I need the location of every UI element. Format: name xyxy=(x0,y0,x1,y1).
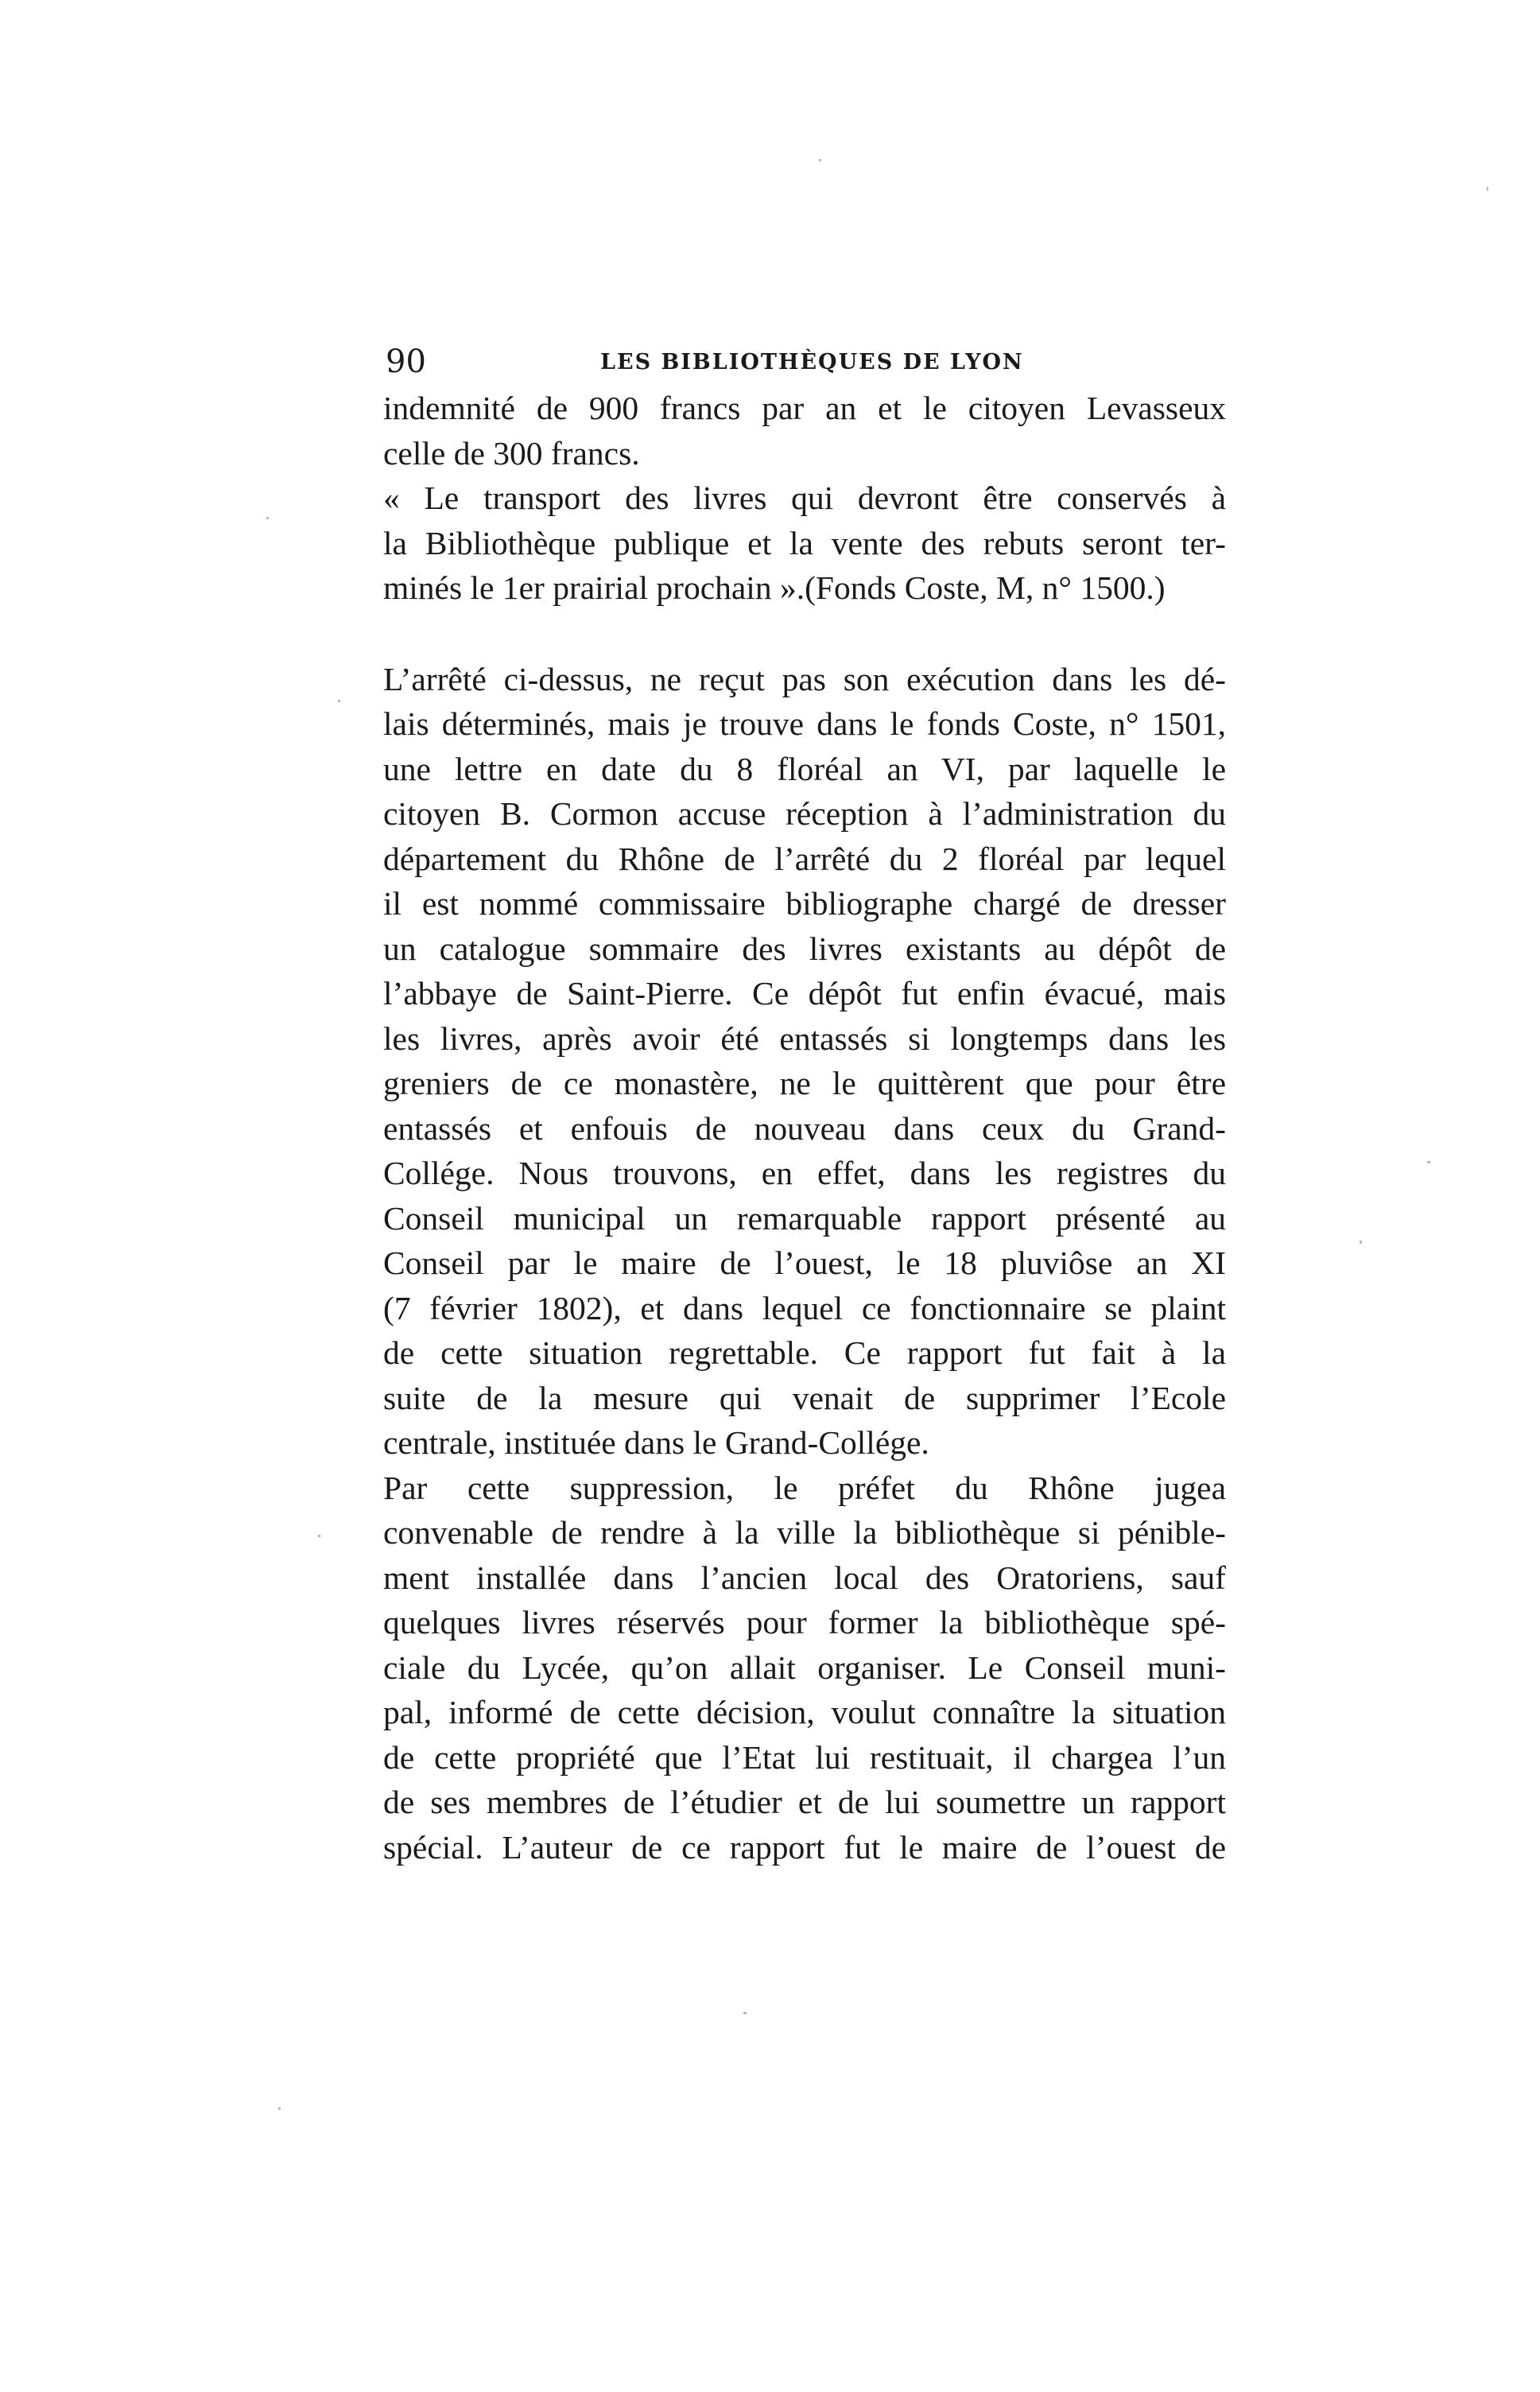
scan-speck xyxy=(743,2012,747,2014)
paragraph-4 xyxy=(383,1466,1226,1870)
text-line: greniers de ce monastère, ne le quittèrent que pour être xyxy=(383,1065,1226,1101)
scan-speck xyxy=(266,517,269,519)
text-line: lais déterminés, mais je trouve dans le fonds Coste, n° 1501, xyxy=(383,705,1226,742)
text-line: (7 février 1802), et dans lequel ce fonctionnaire se plaint xyxy=(383,1289,1226,1326)
running-title: LES BIBLIOTHÈQUES DE LYON xyxy=(600,350,1024,375)
scan-speck xyxy=(1360,1241,1362,1244)
text-line: convenable de rendre à la ville la bibliothèque si pénible- xyxy=(383,1514,1226,1551)
scan-speck xyxy=(819,159,821,161)
text-line: Collége. Nous trouvons, en effet, dans les registres du xyxy=(383,1155,1226,1191)
text-line: les livres, après avoir été entassés si longtemps dans les xyxy=(383,1019,1226,1057)
paragraph-2 xyxy=(383,476,1226,611)
text-line: quelques livres réservés pour former la bibliothèque spé- xyxy=(383,1604,1226,1641)
text-line: département du Rhône de l’arrêté du 2 floréal par lequel xyxy=(383,840,1226,877)
text-line: de ses membres de l’étudier et de lui soumettre un rapport xyxy=(383,1784,1226,1820)
text-line: de cette situation regrettable. Ce rapport fut fait à la xyxy=(383,1334,1226,1371)
body-text xyxy=(383,386,1226,1870)
text-line: spécial. L’auteur de ce rapport fut le maire de l’ouest de xyxy=(383,1828,1226,1866)
text-line: pal, informé de cette décision, voulut connaître la situation xyxy=(383,1694,1226,1730)
text-line: L’arrêté ci-dessus, ne reçut pas son exécution dans les dé- xyxy=(383,660,1226,697)
text-line: indemnité de 900 francs par an et le citoyen Levasseux xyxy=(383,390,1226,426)
text-line: celle de 300 francs. xyxy=(383,434,640,472)
text-line: il est nommé commissaire bibliographe chargé de dresser xyxy=(383,885,1226,922)
text-line: Par cette suppression, le préfet du Rhône jugea xyxy=(383,1469,1226,1506)
text-line: ment installée dans l’ancien local des Oratoriens, sauf xyxy=(383,1559,1226,1596)
text-line: entassés et enfouis de nouveau dans ceux du Grand- xyxy=(383,1109,1226,1147)
text-line: suite de la mesure qui venait de supprimer l’Ecole xyxy=(383,1379,1226,1416)
text-line: Conseil par le maire de l’ouest, le 18 pluviôse an XI xyxy=(383,1245,1226,1281)
text-line: ciale du Lycée, qu’on allait organiser. Le Conseil muni- xyxy=(383,1648,1226,1686)
text-line: Conseil municipal un remarquable rapport présenté au xyxy=(383,1199,1226,1237)
text-line: de cette propriété que l’Etat lui restituait, il chargea l’un xyxy=(383,1738,1226,1776)
text-line: un catalogue sommaire des livres existants au dépôt de xyxy=(383,930,1226,967)
text-line: minés le 1er prairial prochain ».(Fonds Coste, M, n° 1500.) xyxy=(383,569,1166,606)
scan-speck xyxy=(1487,187,1488,191)
paragraph-3 xyxy=(383,657,1226,1466)
running-head xyxy=(386,338,1220,386)
paragraph-spacing xyxy=(383,611,1226,657)
text-line: centrale, instituée dans le Grand-Collége. xyxy=(383,1424,929,1461)
scan-speck xyxy=(278,2107,281,2110)
text-line: une lettre en date du 8 floréal an VI, par laquelle le xyxy=(383,750,1226,787)
text-line: citoyen B. Cormon accuse réception à l’administration du xyxy=(383,795,1226,832)
scan-speck xyxy=(318,1535,320,1537)
scan-speck xyxy=(338,700,340,702)
paragraph-1 xyxy=(383,386,1226,476)
text-line: l’abbaye de Saint-Pierre. Ce dépôt fut enfin évacué, mais xyxy=(383,975,1226,1012)
text-line: la Bibliothèque publique et la vente des rebuts seront ter- xyxy=(383,524,1226,561)
text-line: « Le transport des livres qui devront être conservés à xyxy=(383,480,1226,516)
scan-speck xyxy=(1427,1161,1430,1163)
page-number: 90 xyxy=(386,344,426,380)
